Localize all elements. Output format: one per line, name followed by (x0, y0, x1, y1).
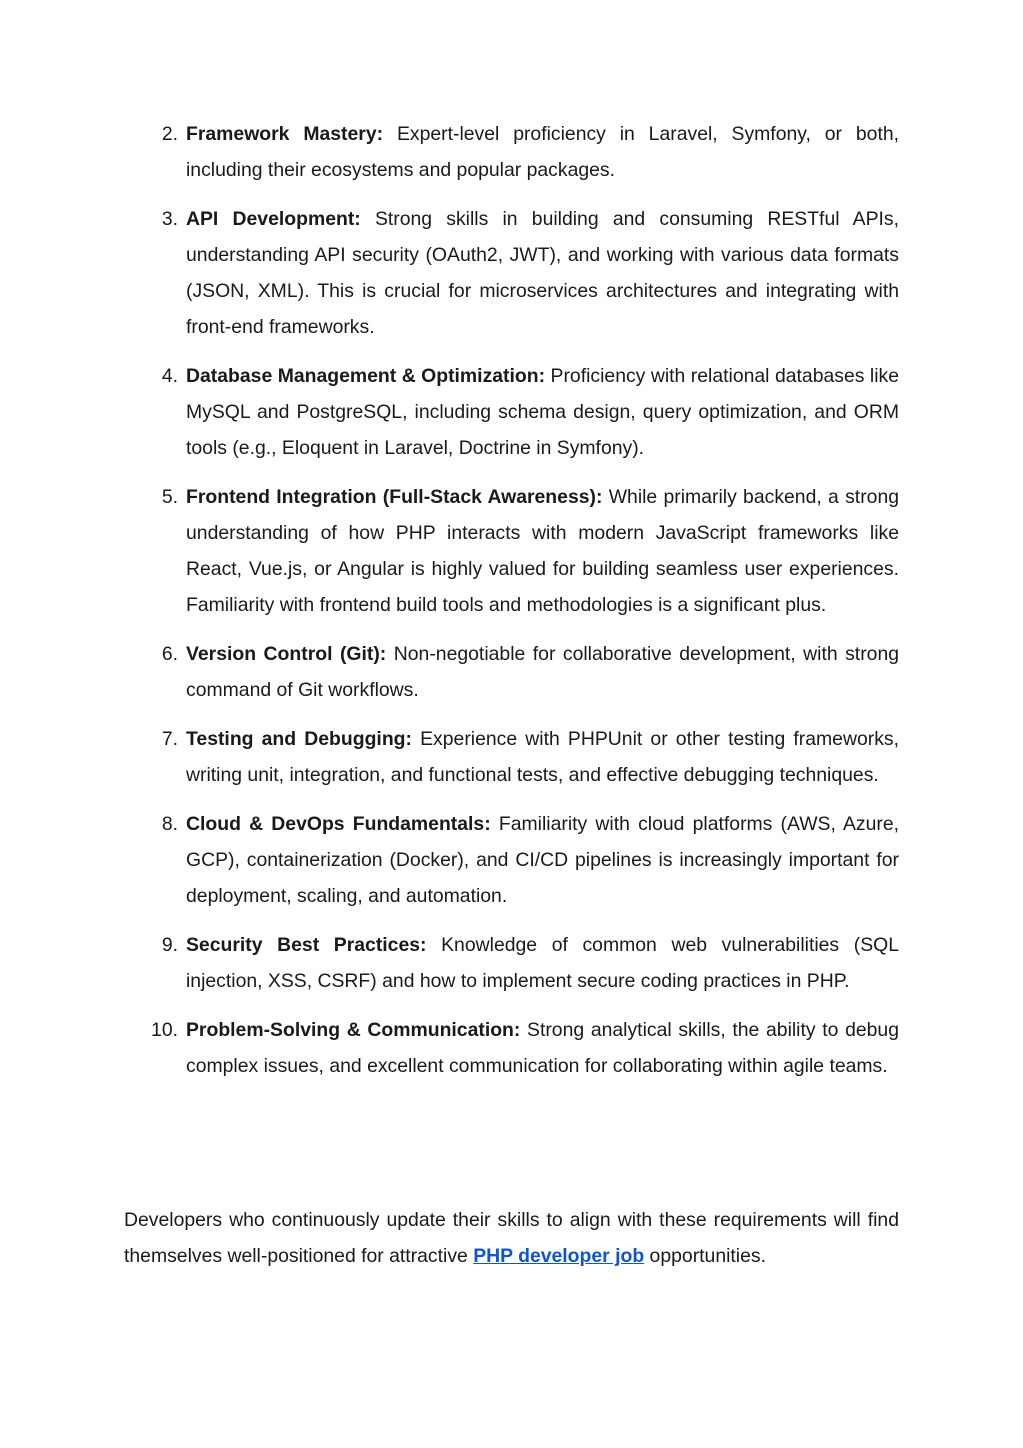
list-item-term: Frontend Integration (Full-Stack Awareness): (186, 486, 603, 508)
list-item-text: Strong skills in building and consuming RESTful APIs, understanding API security (OAuth2, JWT), and working with various data formats (JSON, XML). This is crucial for microservices architectures and integrating with front-end frameworks. (186, 208, 900, 338)
list-item-term: Cloud & DevOps Fundamentals: (186, 813, 491, 835)
list-item-number-text: 6. (161, 643, 178, 665)
list-item-body (186, 116, 899, 188)
list-item-number (0, 806, 178, 842)
list-item-number-text: 10. (151, 1019, 178, 1041)
closing-paragraph (124, 1202, 899, 1274)
list-item-body (186, 201, 899, 345)
list-item-number-text: 4. (161, 365, 178, 387)
list-item (0, 479, 1023, 623)
list-item-text: Strong analytical skills, the ability to debug complex issues, and excellent communication for collaborating within agile teams. (186, 1019, 899, 1077)
list-item-number (0, 1012, 178, 1048)
closing-text-after: opportunities. (644, 1245, 766, 1267)
list-item-term: Problem-Solving & Communication: (186, 1019, 521, 1041)
list-item-text: Knowledge of common web vulnerabilities (SQL injection, XSS, CSRF) and how to implement secure coding practices in PHP. (186, 934, 899, 992)
list-item-number-text: 8. (161, 813, 178, 835)
list-item-body (186, 358, 899, 466)
closing-text-before: Developers who continuously update their skills to align with these requirements will find themselves well-positioned for attractive (124, 1209, 899, 1267)
list-item-text: Expert-level proficiency in Laravel, Symfony, or both, including their ecosystems and popular packages. (186, 123, 899, 181)
list-item-number (0, 927, 178, 963)
list-item-text: Familiarity with cloud platforms (AWS, Azure, GCP), containerization (Docker), and CI/CD pipelines is increasingly important for deployment, scaling, and automation. (186, 813, 900, 907)
list-item-number (0, 636, 178, 672)
list-item-number-text: 7. (161, 728, 178, 750)
list-item-number-text: 9. (161, 934, 178, 956)
list-item-term: Version Control (Git): (186, 643, 387, 665)
list-item-number-text: 5. (161, 486, 178, 508)
list-item-body (186, 1012, 899, 1084)
list-item (0, 927, 1023, 999)
list-item-body (186, 479, 899, 623)
list-item-number-text: 3. (161, 208, 178, 230)
php-developer-job-link[interactable]: PHP developer job (473, 1245, 645, 1267)
list-item-number-text: 2. (161, 123, 178, 145)
list-item (0, 201, 1023, 345)
list-item-term: API Development: (186, 208, 361, 230)
list-item (0, 358, 1023, 466)
list-item (0, 1012, 1023, 1084)
list-item-term: Testing and Debugging: (186, 728, 412, 750)
list-item-number (0, 358, 178, 394)
list-item-body (186, 927, 899, 999)
list-item-number (0, 721, 178, 757)
list-item-text: Experience with PHPUnit or other testing frameworks, writing unit, integration, and functional tests, and effective debugging techniques. (186, 728, 899, 786)
list-item (0, 721, 1023, 793)
list-item-number (0, 479, 178, 515)
list-item-term: Security Best Practices: (186, 934, 427, 956)
list-item-body (186, 721, 899, 793)
list-item-term: Database Management & Optimization: (186, 365, 546, 387)
list-item-term: Framework Mastery: (186, 123, 384, 145)
list-item-number (0, 116, 178, 152)
list-item (0, 806, 1023, 914)
list-item-number (0, 201, 178, 237)
list-item-text: Proficiency with relational databases like MySQL and PostgreSQL, including schema design, query optimization, and ORM tools (e.g., Eloquent in Laravel, Doctrine in Symfony). (186, 365, 899, 459)
list-item-body (186, 636, 899, 708)
requirements-list (0, 116, 1023, 1097)
list-item-text: While primarily backend, a strong understanding of how PHP interacts with modern JavaScript frameworks like React, Vue.js, or Angular is highly valued for building seamless user experiences. Familiarity with frontend build tools and methodologies is a significant plus. (186, 486, 900, 616)
list-item (0, 116, 1023, 188)
list-item-body (186, 806, 899, 914)
list-item-text: Non-negotiable for collaborative development, with strong command of Git workflows. (186, 643, 900, 701)
list-item (0, 636, 1023, 708)
